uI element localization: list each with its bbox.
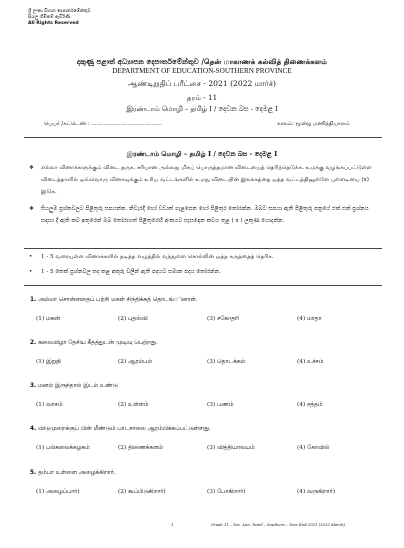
grade-label: தரம் - 11 — [186, 93, 218, 102]
question-text: விடுமுறைக்குப் பின் மீண்டும் பாடசாலை ஆரம்பிக்கப்பட்டுள்ளது. — [38, 426, 211, 432]
divider-top — [24, 137, 382, 138]
option-2: (2) ஆரம்பம் — [118, 359, 153, 365]
rights-line-1: ශ්‍රී ලංකා විභාග දෙපාර්තමේන්තුව — [28, 9, 91, 14]
rights-line-2: සියලු හිමිකම් ඇවිරිණි — [28, 15, 71, 21]
question-number: 4. — [30, 426, 37, 432]
instruction-sinhala — [29, 203, 379, 227]
answer-options — [36, 402, 376, 412]
question-number: 3. — [30, 383, 37, 389]
question-text: அம்மா சொன்னதைப் பற்றி மகள் சிந்திக்கத் தொடங்ினாள். — [38, 297, 198, 303]
option-4: (4) வருகிறார்) — [297, 489, 335, 495]
sub-instruction-sinhala — [29, 266, 379, 278]
question-stem — [30, 383, 118, 390]
option-1: (1) மகன் — [36, 316, 61, 322]
option-1: (1) இறுதி — [36, 359, 62, 365]
answer-options — [36, 445, 376, 455]
option-1: (1) பல்கலைக்கழகம் — [36, 445, 90, 451]
option-3: (3) சகோதரி — [207, 316, 240, 322]
option-4: (4) உச்சம் — [297, 359, 324, 365]
option-4: (4) கோவில் — [297, 445, 330, 451]
section-title: இரண்டாம் மொழி – தமிழ் I / දෙවන බස - දෙමළ I — [126, 150, 278, 158]
dot-bullet-icon: • — [29, 269, 33, 275]
answer-options — [36, 316, 376, 326]
diamond-bullet-icon: ❖ — [29, 165, 35, 171]
option-2: (2) கூப்பிடுகிறார்) — [118, 489, 166, 495]
answer-options — [36, 359, 376, 369]
option-3: (3) போகிறார்) — [207, 489, 246, 495]
question-stem — [30, 470, 116, 477]
rights-block — [28, 9, 91, 28]
divider-bottom — [24, 285, 382, 286]
sub-instruction-tamil — [29, 251, 379, 263]
diamond-bullet-icon: ❖ — [29, 206, 35, 212]
department-name-english: DEPARTMENT OF EDUCATION-SOUTHERN PROVINCE — [112, 67, 292, 75]
question-text: தம்பா உள்ளை அழைக்கிறார். — [38, 470, 116, 476]
option-2: (2) உள்ளம் — [118, 402, 149, 408]
question-number: 1. — [30, 297, 37, 303]
option-2: (2) புதல்வி — [118, 316, 148, 322]
instruction-tamil — [29, 162, 379, 199]
option-4: (4) மாதா — [297, 316, 322, 322]
option-1: (1) அழைப்பார்) — [36, 489, 80, 495]
divider-middle — [24, 248, 382, 249]
rights-line-3: All Rights Reserved — [28, 21, 79, 27]
department-name-local: දකුණු පළාත් අධ්‍යාපන දෙපාර්තමේන්තුව /தென் மாகாணக் கல்வித் திணைக்களம் — [76, 57, 328, 66]
instruction-text: 1 - 5 வரையுள்ள வினாக்களில் தடித்த எழுத்தில் வந்துள்ள சொல்லின் ஒத்த கருத்தைத் தெரிக. — [41, 254, 274, 260]
question-stem — [30, 297, 198, 304]
footer-text: Grade 11 – Sec. Lan. Tamil – Southern – Year End-2021 (2022 March) — [211, 522, 346, 527]
exam-title: ஆண்டிறுதிப் பரீட்சை - 2021 (2022 மார்ச்) — [127, 79, 276, 88]
option-4: (4) சத்தம் — [297, 402, 323, 408]
option-2: (2) திணைக்களம் — [118, 445, 163, 451]
time-label: காலம்: மூன்று மணித்தியாலம் — [277, 121, 350, 127]
instruction-text: සියලුම ප්‍රශ්නවලට පිළිතුරු සපයන්න. නිවැරදි හෝ වඩාත් ගැළපෙන හෝ පිළිතුර තෝරන්න. ඔබට සපයා ඇති පිළිතුරු පත්‍රයේ එක් එක් ප්‍රශ්නය සඳහා දී ඇති කව අතුරෙන් ඔබ තෝරාගත් පිළිතුරෙහි අංකයට සැසඳෙන කවය තුළ ( x ) ලකුණ යොදන්න. — [41, 206, 369, 225]
question-stem — [30, 340, 158, 347]
page-number: 1 — [171, 522, 174, 527]
name-index-label: பெயர் /சுட்டெண் : ......................................... — [44, 121, 162, 127]
option-3: (3) வித்தியாலயம் — [207, 445, 255, 451]
instruction-text: எல்லா வினாக்களுக்கும் விடை தருக. சரியான அல்லது மிகப் பொருத்தமான விடையைத் தெரிந்தெடுக்க. உமக்கு வழங்கப்பட்டுள்ள விடைத்தாளில் ஒவ்வொரு வினாவுக்கும் உரிய வட்டங்களில் உமது விடையின் இலக்கத்தை ஒத்த வட்டத்தினுள்ளே புள்ளடியை (x) இடுக. — [41, 165, 372, 196]
instruction-text: 1 - 5 තෙක් ප්‍රශ්නවල තද කළ අකුරු වලින් ඇති පදයට සමාන පදය තෝරන්න. — [41, 269, 221, 275]
question-number: 5. — [30, 470, 37, 476]
dot-bullet-icon: • — [29, 254, 33, 260]
option-1: (1) வாசம் — [36, 402, 63, 408]
question-stem — [30, 426, 211, 433]
question-text: மனம் இருந்தால் இடம் உண்டு — [38, 383, 118, 389]
question-number: 2. — [30, 340, 37, 346]
option-3: (3) தொடக்கம் — [207, 359, 246, 365]
question-text: கலைவிழா தேசிய கீதத்துடன் முடிவு பெற்றது. — [38, 340, 158, 346]
subject-label: இரண்டாம் மொழி – தமிழ் I / දෙවන බස - දෙමළ I — [126, 105, 278, 113]
option-3: (3) பணம் — [207, 402, 234, 408]
answer-options — [36, 489, 376, 499]
